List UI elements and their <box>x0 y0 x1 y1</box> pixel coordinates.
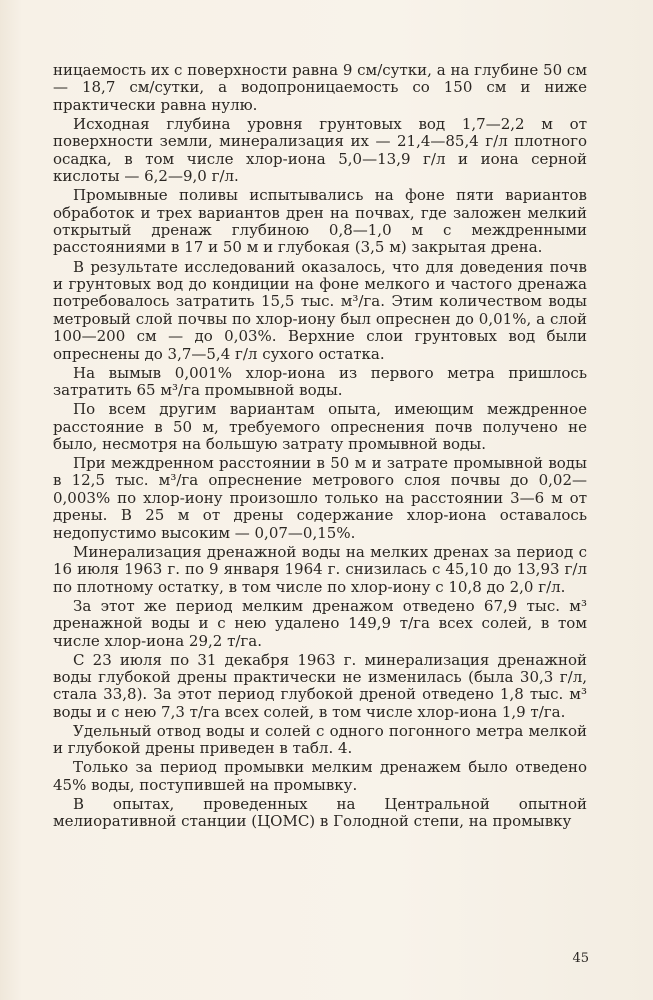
paragraph-13: В опытах, проведенных на Центральной опытной мелиоративной станции (ЦОМС) в Голодной степи, на промывку <box>53 794 587 831</box>
paragraph-7: При междренном расстоянии в 50 м и затрате промывной воды в 12,5 тыс. м³/га опреснение метрового слоя почвы до 0,02—0,003% по хлор-иону произошло только на расстоянии 3—6 м от дрены. В 25 м от дрены содержание хлор-иона оставалось недопустимо высоким — 0,07—0,15%. <box>53 454 587 542</box>
body-text <box>53 62 587 832</box>
paragraph-6: По всем другим вариантам опыта, имеющим междренное расстояние в 50 м, требуемого опреснения почв получено не было, несмотря на большую затрату промывной воды. <box>53 400 587 453</box>
paragraph-5: На вымыв 0,001% хлор-иона из первого метра пришлось затратить 65 м³/га промывной воды. <box>53 363 587 400</box>
paragraph-9: За этот же период мелким дренажом отведено 67,9 тыс. м³ дренажной воды и с нею удалено 149,9 т/га всех солей, в том числе хлор-иона 29,2 т/га. <box>53 596 587 650</box>
paragraph-1: ницаемость их с поверхности равна 9 см/сутки, а на глубине 50 см — 18,7 см/сутки, а водопроницаемость со 150 см и ниже практически равна нулю. <box>53 61 587 114</box>
paragraph-2: Исходная глубина уровня грунтовых вод 1,7—2,2 м от поверхности земли, минерализация их — 21,4—85,4 г/л плотного осадка, в том числе хлор-иона 5,0—13,9 г/л и иона серной кислоты — 6,2—9,0 г/л. <box>53 114 587 186</box>
paragraph-3: Промывные поливы испытывались на фоне пяти вариантов обработок и трех вариантов дрен на почвах, где заложен мелкий открытый дренаж глубиною 0,8—1,0 м с междренными расстояниями в 17 и 50 м и глубокая (3,5 м) закрытая дрена. <box>53 186 587 257</box>
paragraph-8: Минерализация дренажной воды на мелких дренах за период с 16 июля 1963 г. по 9 января 1964 г. снизилась с 45,10 до 13,93 г/л по плотному остатку, в том числе по хлор-иону с 10,8 до 2,0 г/л. <box>53 542 587 596</box>
paragraph-11: Удельный отвод воды и солей с одного погонного метра мелкой и глубокой дрены приведен в табл. 4. <box>53 721 587 758</box>
paragraph-10: С 23 июля по 31 декабря 1963 г. минерализация дренажной воды глубокой дрены практически не изменилась (была 30,3 г/л, стала 33,8). За этот период глубокой дреной отведено 1,8 тыс. м³ воды и с нею 7,3 т/га всех солей, в том числе хлор-иона 1,9 т/га. <box>53 650 587 721</box>
paragraph-4: В результате исследований оказалось, что для доведения почв и грунтовых вод до кондиции на фоне мелкого и частого дренажа потребовалось затратить 15,5 тыс. м³/га. Этим количеством воды метровый слой почвы по хлор-иону был опреснен до 0,01%, а слой 100—200 см — до 0,03%. Верхние слои грунтовых вод были опреснены до 3,7—5,4 г/л сухого остатка. <box>53 257 587 363</box>
page-number: 45 <box>572 951 589 966</box>
paragraph-12: Только за период промывки мелким дренажем было отведено 45% воды, поступившей на промывку. <box>53 758 587 794</box>
